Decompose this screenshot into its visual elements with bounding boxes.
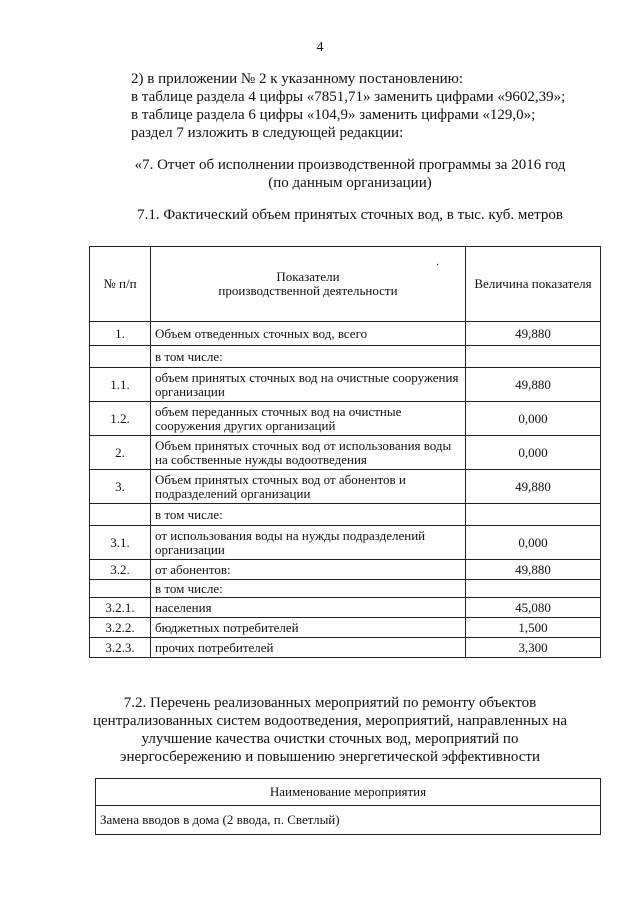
row-num: 2. <box>90 436 151 470</box>
row-indicator: Объем принятых сточных вод от абонентов и подразделений организации <box>151 470 466 504</box>
row-indicator: Объем отведенных сточных вод, всего <box>151 322 466 346</box>
page-number: 4 <box>316 40 324 55</box>
row-indicator: населения <box>151 598 466 618</box>
row-num: 3. <box>90 470 151 504</box>
row-num: 3.1. <box>90 526 151 560</box>
row-indicator: от использования воды на нужды подразделений организации <box>151 526 466 560</box>
subsection-1-title: 7.1. Фактический объем принятых сточных вод, в тыс. куб. метров <box>137 207 563 223</box>
indicators-table <box>89 246 601 658</box>
table-row <box>90 436 601 470</box>
table-row <box>90 618 601 638</box>
subsection-2-title-line-2: централизованных систем водоотведения, мероприятий, направленных на <box>92 713 568 729</box>
row-indicator: объем переданных сточных вод на очистные сооружения других организаций <box>151 402 466 436</box>
table-header-row <box>90 247 601 322</box>
intro-line-1: 2) в приложении № 2 к указанному постановлению: <box>131 71 463 87</box>
section-title-line-2: (по данным организации) <box>268 175 432 191</box>
table-row <box>90 470 601 504</box>
intro-line-3: в таблице раздела 6 цифры «104,9» заменить цифрами «129,0»; <box>131 107 536 123</box>
table-row <box>90 402 601 436</box>
row-value <box>466 580 601 598</box>
row-indicator: от абонентов: <box>151 560 466 580</box>
header-indicator <box>151 247 466 322</box>
row-num: 1. <box>90 322 151 346</box>
subsection-2-title-line-4: энергосбережению и повышению энергетической эффективности <box>120 749 540 765</box>
row-num: 3.2.3. <box>90 638 151 658</box>
row-value: 0,000 <box>466 436 601 470</box>
table-row <box>90 322 601 346</box>
table-row <box>90 560 601 580</box>
header-indicator-line-1: Показатели <box>276 269 340 284</box>
row-value <box>466 346 601 368</box>
header-num: № п/п <box>90 247 151 322</box>
header-value: Величина показателя <box>466 247 601 322</box>
row-num: 3.2.1. <box>90 598 151 618</box>
measure-name: Замена вводов в дома (2 ввода, п. Светлый) <box>96 806 601 835</box>
row-value: 0,000 <box>466 402 601 436</box>
stray-dot: · <box>436 260 440 271</box>
row-num: 1.1. <box>90 368 151 402</box>
row-num <box>90 580 151 598</box>
intro-line-2: в таблице раздела 4 цифры «7851,71» заменить цифрами «9602,39»; <box>131 89 566 105</box>
row-num <box>90 504 151 526</box>
table-row <box>90 580 601 598</box>
subsection-2-title-line-3: улучшение качества очистки сточных вод, мероприятий по <box>141 731 519 747</box>
header-indicator-line-2: производственной деятельности <box>218 283 398 298</box>
row-indicator: бюджетных потребителей <box>151 618 466 638</box>
row-value: 49,880 <box>466 322 601 346</box>
table-row <box>90 504 601 526</box>
subsection-2-title-line-1: 7.2. Перечень реализованных мероприятий по ремонту объектов <box>123 695 537 711</box>
row-indicator: объем принятых сточных вод на очистные сооружения организации <box>151 368 466 402</box>
row-num <box>90 346 151 368</box>
table-row <box>90 368 601 402</box>
row-num: 3.2.2. <box>90 618 151 638</box>
intro-line-4: раздел 7 изложить в следующей редакции: <box>131 125 404 141</box>
table-row <box>90 346 601 368</box>
row-value: 3,300 <box>466 638 601 658</box>
row-indicator: в том числе: <box>151 504 466 526</box>
row-value: 1,500 <box>466 618 601 638</box>
measures-table <box>95 778 601 835</box>
row-indicator: Объем принятых сточных вод от использования воды на собственные нужды водоотведения <box>151 436 466 470</box>
table-row <box>90 526 601 560</box>
row-indicator: прочих потребителей <box>151 638 466 658</box>
row-value: 49,880 <box>466 368 601 402</box>
row-value: 0,000 <box>466 526 601 560</box>
row-value <box>466 504 601 526</box>
measures-row <box>96 806 601 835</box>
row-value: 49,880 <box>466 560 601 580</box>
section-title-line-1: «7. Отчет об исполнении производственной программы за 2016 год <box>134 157 566 173</box>
row-num: 1.2. <box>90 402 151 436</box>
row-value: 49,880 <box>466 470 601 504</box>
row-indicator: в том числе: <box>151 346 466 368</box>
table-row <box>90 638 601 658</box>
row-indicator: в том числе: <box>151 580 466 598</box>
table-row <box>90 598 601 618</box>
measures-header-row <box>96 779 601 806</box>
measures-header: Наименование мероприятия <box>96 779 601 806</box>
row-value: 45,080 <box>466 598 601 618</box>
row-num: 3.2. <box>90 560 151 580</box>
